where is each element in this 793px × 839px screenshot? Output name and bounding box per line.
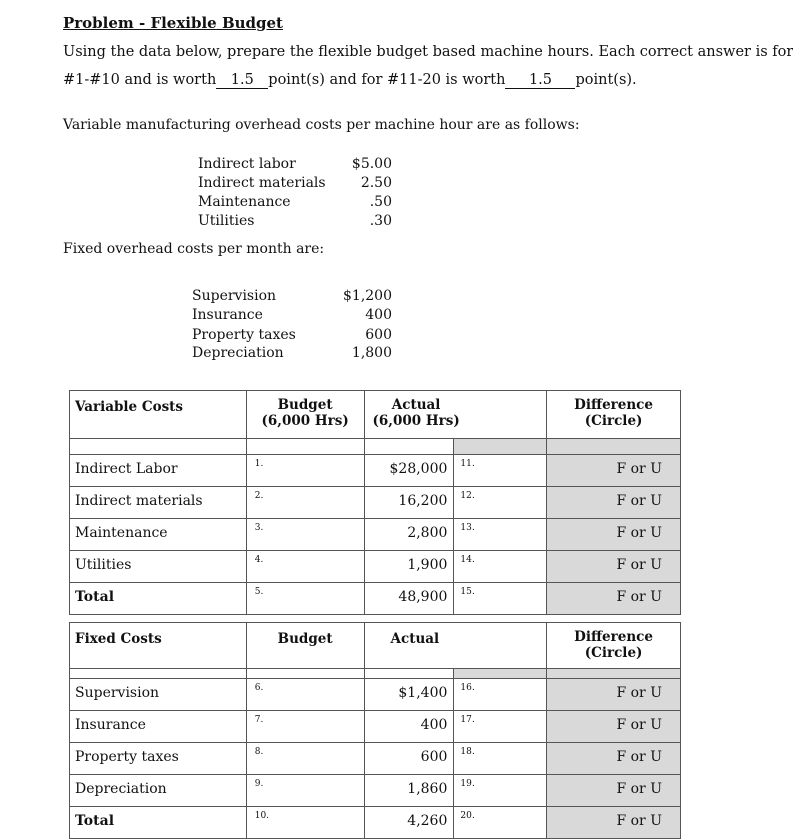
- row-label-total: Total: [70, 807, 247, 839]
- f-or-u-choice[interactable]: F or U: [547, 519, 681, 551]
- table-row: [70, 455, 681, 487]
- row-label: Insurance: [70, 711, 247, 743]
- row-label-total: Total: [70, 583, 247, 615]
- row-label: Utilities: [70, 551, 247, 583]
- actual-amount: 2,800: [364, 519, 454, 551]
- header-variable-costs: Variable Costs: [70, 391, 247, 439]
- instructions-text-c: point(s).: [575, 72, 637, 88]
- header-budget: [246, 391, 364, 439]
- difference-answer-cell[interactable]: 11.: [454, 455, 547, 487]
- actual-amount: 16,200: [364, 487, 454, 519]
- row-label: Indirect materials: [70, 487, 247, 519]
- budget-answer-cell[interactable]: 10.: [246, 807, 364, 839]
- table-row: [70, 679, 681, 711]
- f-or-u-choice[interactable]: F or U: [547, 807, 681, 839]
- fixed-cost-label: Insurance: [192, 307, 263, 323]
- row-label: Maintenance: [70, 519, 247, 551]
- header-diff-line2: (Circle): [584, 645, 643, 661]
- header-diff-line1: Difference: [574, 397, 653, 413]
- fixed-cost-amount: 600: [365, 327, 392, 343]
- rate-label: Utilities: [198, 213, 255, 229]
- f-or-u-choice[interactable]: F or U: [547, 679, 681, 711]
- difference-answer-cell[interactable]: 12.: [454, 487, 547, 519]
- points-blank-1: 1.5: [216, 73, 268, 89]
- header-difference: [547, 623, 681, 669]
- difference-answer-cell[interactable]: 16.: [454, 679, 547, 711]
- fixed-cost-label: Supervision: [192, 288, 277, 304]
- spacer-row: [70, 669, 681, 679]
- table-row: [70, 775, 681, 807]
- table-header-row: [70, 623, 681, 669]
- fixed-cost-amount: 1,800: [351, 345, 392, 361]
- header-budget-line2: (6,000 Hrs): [261, 413, 349, 429]
- budget-answer-cell[interactable]: 8.: [246, 743, 364, 775]
- f-or-u-choice[interactable]: F or U: [547, 583, 681, 615]
- points-blank-2: 1.5: [505, 73, 575, 89]
- spacer-row: [70, 439, 681, 455]
- header-actual: [364, 391, 547, 439]
- header-actual-line1: Actual: [391, 397, 441, 413]
- fixed-cost-amount: $1,200: [343, 288, 392, 304]
- fixed-costs-table: [69, 622, 681, 839]
- instructions-line-2: [63, 72, 637, 89]
- actual-amount: 600: [364, 743, 454, 775]
- budget-answer-cell[interactable]: 1.: [246, 455, 364, 487]
- row-label: Supervision: [70, 679, 247, 711]
- f-or-u-choice[interactable]: F or U: [547, 455, 681, 487]
- difference-answer-cell[interactable]: 17.: [454, 711, 547, 743]
- difference-answer-cell[interactable]: 20.: [454, 807, 547, 839]
- actual-amount: 48,900: [364, 583, 454, 615]
- rate-label: Indirect labor: [198, 156, 296, 172]
- rate-amount: .30: [369, 213, 392, 229]
- page-title: Problem - Flexible Budget: [63, 14, 283, 32]
- fixed-cost-label: Property taxes: [192, 327, 296, 343]
- actual-amount: $1,400: [364, 679, 454, 711]
- f-or-u-choice[interactable]: F or U: [547, 487, 681, 519]
- spacer-cell: [70, 439, 247, 455]
- table-row: [70, 743, 681, 775]
- fixed-cost-amount: 400: [365, 307, 392, 323]
- spacer-cell: [70, 669, 247, 679]
- actual-amount: 1,860: [364, 775, 454, 807]
- table-row: [70, 487, 681, 519]
- rate-amount: $5.00: [351, 156, 392, 172]
- header-budget: Budget: [246, 623, 364, 669]
- rate-amount: 2.50: [360, 175, 392, 191]
- table-header-row: [70, 391, 681, 439]
- row-label: Depreciation: [70, 775, 247, 807]
- rate-amount: .50: [369, 194, 392, 210]
- fixed-costs-heading: Fixed overhead costs per month are:: [63, 241, 325, 257]
- fixed-cost-label: Depreciation: [192, 345, 284, 361]
- header-difference: [547, 391, 681, 439]
- spacer-cell: [454, 439, 547, 455]
- header-budget-line1: Budget: [277, 397, 333, 413]
- f-or-u-choice[interactable]: F or U: [547, 743, 681, 775]
- instructions-text-b: point(s) and for #11-20 is worth: [268, 72, 506, 88]
- table-row: [70, 551, 681, 583]
- budget-answer-cell[interactable]: 9.: [246, 775, 364, 807]
- budget-answer-cell[interactable]: 7.: [246, 711, 364, 743]
- spacer-cell: [547, 669, 681, 679]
- rate-label: Maintenance: [198, 194, 291, 210]
- table-row: [70, 519, 681, 551]
- header-fixed-costs: Fixed Costs: [70, 623, 247, 669]
- budget-answer-cell[interactable]: 6.: [246, 679, 364, 711]
- instructions-text-a: #1-#10 and is worth: [63, 72, 217, 88]
- difference-answer-cell[interactable]: 19.: [454, 775, 547, 807]
- actual-amount: 400: [364, 711, 454, 743]
- rate-label: Indirect materials: [198, 175, 326, 191]
- row-label: Indirect Labor: [70, 455, 247, 487]
- difference-answer-cell[interactable]: 14.: [454, 551, 547, 583]
- header-actual-line2: (6,000 Hrs): [372, 413, 460, 429]
- spacer-cell: [547, 439, 681, 455]
- budget-answer-cell[interactable]: 3.: [246, 519, 364, 551]
- variable-rates-heading: Variable manufacturing overhead costs per machine hour are as follows:: [63, 117, 580, 133]
- spacer-cell: [246, 669, 364, 679]
- budget-answer-cell[interactable]: 5.: [246, 583, 364, 615]
- difference-answer-cell[interactable]: 15.: [454, 583, 547, 615]
- header-diff-line2: (Circle): [584, 413, 643, 429]
- variable-costs-table: [69, 390, 681, 615]
- actual-amount: $28,000: [364, 455, 454, 487]
- actual-amount: 4,260: [364, 807, 454, 839]
- actual-amount: 1,900: [364, 551, 454, 583]
- f-or-u-choice[interactable]: F or U: [547, 551, 681, 583]
- spacer-cell: [454, 669, 547, 679]
- row-label: Property taxes: [70, 743, 247, 775]
- spacer-cell: [364, 669, 454, 679]
- header-diff-line1: Difference: [574, 629, 653, 645]
- f-or-u-choice[interactable]: F or U: [547, 711, 681, 743]
- difference-answer-cell[interactable]: 13.: [454, 519, 547, 551]
- budget-answer-cell[interactable]: 2.: [246, 487, 364, 519]
- difference-answer-cell[interactable]: 18.: [454, 743, 547, 775]
- spacer-cell: [246, 439, 364, 455]
- budget-answer-cell[interactable]: 4.: [246, 551, 364, 583]
- table-row: [70, 711, 681, 743]
- instructions-line-1: Using the data below, prepare the flexible budget based machine hours. Each correct answer is for: [63, 44, 793, 60]
- table-row-total: [70, 807, 681, 839]
- f-or-u-choice[interactable]: F or U: [547, 775, 681, 807]
- spacer-cell: [364, 439, 454, 455]
- header-actual: Actual: [364, 623, 547, 669]
- table-row-total: [70, 583, 681, 615]
